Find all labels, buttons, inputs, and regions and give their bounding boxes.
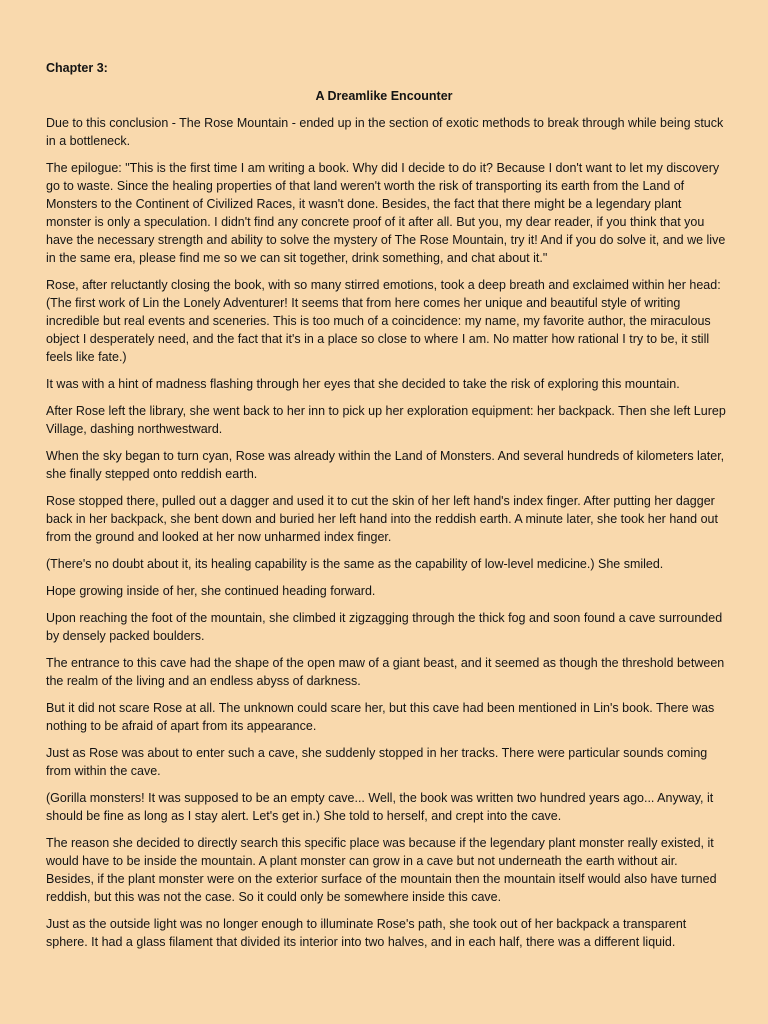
chapter-title: A Dreamlike Encounter (315, 89, 453, 103)
paragraph: After Rose left the library, she went back to her inn to pick up her exploration equipment: her backpack. Then she left Lurep Village, dashing northwestward. (46, 404, 726, 436)
paragraph: But it did not scare Rose at all. The unknown could scare her, but this cave had been mentioned in Lin's book. There was nothing to be afraid of apart from its appearance. (46, 701, 715, 733)
paragraph: Upon reaching the foot of the mountain, she climbed it zigzagging through the thick fog and soon found a cave surrounded by densely packed boulders. (46, 611, 723, 643)
paragraph: When the sky began to turn cyan, Rose was already within the Land of Monsters. And several hundreds of kilometers later, she finally stepped onto reddish earth. (46, 449, 725, 481)
paragraph: Due to this conclusion - The Rose Mountain - ended up in the section of exotic methods to break through while being stuck in a bottleneck. (46, 116, 724, 148)
paragraph: Rose, after reluctantly closing the book, with so many stirred emotions, took a deep breath and exclaimed within her head: (The first work of Lin the Lonely Adventurer! It seems that from here comes her unique and beautiful style of writing incredible but real events and sceneries. This is too much of a coincidence: my name, my favorite author, the miraculous object I desperately need, and the fact that it's in a place so close to where I am. No matter how rational I try to be, it still feels like fate.) (46, 278, 721, 364)
paragraph: Rose stopped there, pulled out a dagger and used it to cut the skin of her left hand's index finger. After putting her dagger back in her backpack, she bent down and buried her left hand into the reddish earth. A minute later, she took her hand out from the ground and looked at her now unharmed index finger. (46, 494, 718, 544)
paragraph: (Gorilla monsters! It was supposed to be an empty cave... Well, the book was written two hundred years ago... Anyway, it should be fine as long as I stay alert. Let's get in.) She told to herself, and crept into the cave. (46, 791, 714, 823)
chapter-label: Chapter 3: (46, 61, 108, 75)
paragraph: The reason she decided to directly search this specific place was because if the legendary plant monster really existed, it would have to be inside the mountain. A plant monster can grow in a cave but not underneath the earth without air. Besides, if the plant monster were on the exterior surface of the mountain then the mountain itself would also have turned reddish, but this was not the case. So it could only be somewhere inside this cave. (46, 836, 717, 904)
paragraph: Just as the outside light was no longer enough to illuminate Rose's path, she took out of her backpack a transparent sphere. It had a glass filament that divided its interior into two halves, and in each half, there was a different liquid. (46, 917, 687, 949)
paragraph: The epilogue: "This is the first time I am writing a book. Why did I decide to do it? Because I don't want to let my discovery go to waste. Since the healing properties of that land weren't worth the risk of transporting its earth from the Land of Monsters to the Continent of Civilized Races, it wasn't done. Besides, the fact that there might be a legendary plant monster is only a speculation. I didn't find any concrete proof of it after all. But you, my dear reader, if you think that you have the necessary strength and ability to solve the mystery of The Rose Mountain, try it! And if you do solve it, and we live in the same era, please find me so we can sit together, drink something, and chat about it." (46, 161, 726, 265)
paragraph: Hope growing inside of her, she continued heading forward. (46, 584, 376, 598)
paragraph: The entrance to this cave had the shape of the open maw of a giant beast, and it seemed as though the threshold between the realm of the living and an endless abyss of darkness. (46, 656, 725, 688)
paragraph: Just as Rose was about to enter such a cave, she suddenly stopped in her tracks. There were particular sounds coming from within the cave. (46, 746, 708, 778)
paragraph: It was with a hint of madness flashing through her eyes that she decided to take the risk of exploring this mountain. (46, 377, 680, 391)
paragraph: (There's no doubt about it, its healing capability is the same as the capability of low-level medicine.) She smiled. (46, 557, 664, 571)
